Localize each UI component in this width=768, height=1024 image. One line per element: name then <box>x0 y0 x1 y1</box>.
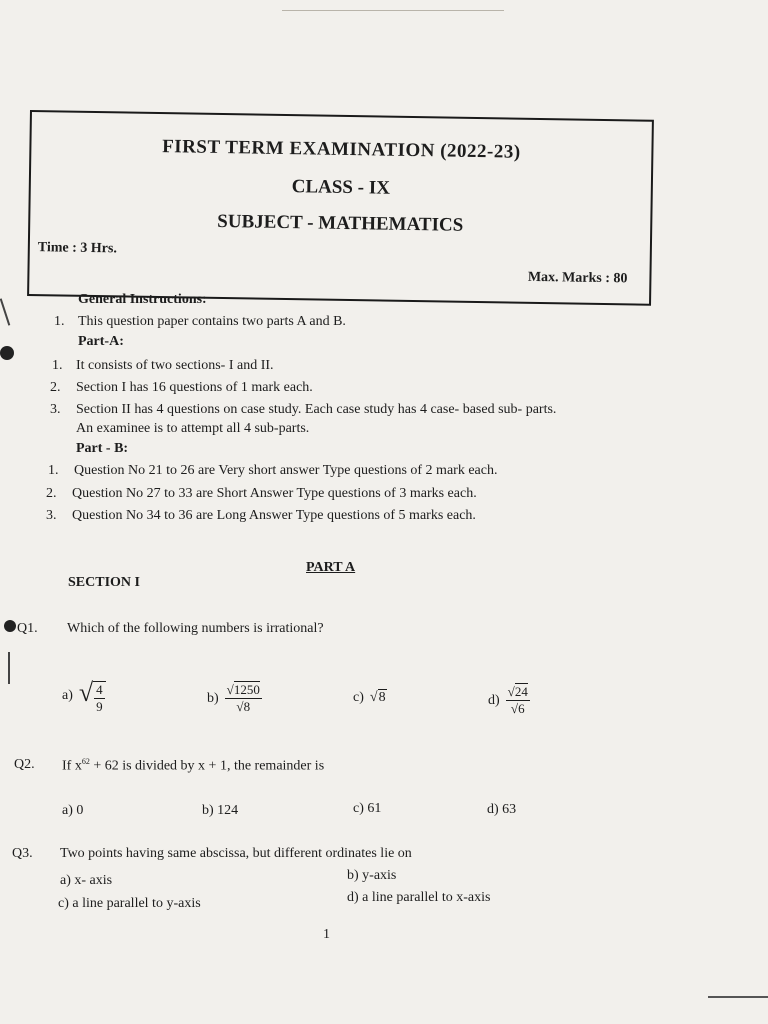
fraction <box>506 684 530 717</box>
sqrt <box>370 690 387 706</box>
radical-sign: √ <box>510 701 519 716</box>
bottom-rule <box>708 996 768 998</box>
instruction-item: Section II has 4 questions on case study. Each case study has 4 case- based sub- parts. <box>76 402 557 417</box>
radical-sign: √ <box>78 678 94 707</box>
instruction-item: Section I has 16 questions of 1 mark each. <box>76 380 313 395</box>
section-label: SECTION I <box>68 575 140 590</box>
q2-option-a: a) 0 <box>62 803 84 818</box>
left-edge-mark-2 <box>8 652 10 684</box>
time-allowed: Time : 3 Hrs. <box>37 240 118 257</box>
option-label: d) <box>488 692 500 708</box>
max-marks: Max. Marks : 80 <box>527 269 628 287</box>
header-box <box>27 110 654 306</box>
class-line: CLASS - IX <box>291 176 391 199</box>
q3-option-b: b) y-axis <box>347 868 397 883</box>
numerator: 1250 <box>233 682 260 697</box>
text-post: + 62 is divided by x + 1, the remainder is <box>89 758 325 774</box>
radicand: 8 <box>378 690 386 705</box>
question-number: Q2. <box>14 757 35 772</box>
option-label: b) <box>207 690 219 706</box>
list-number: 2. <box>46 486 57 501</box>
subject-line: SUBJECT - MATHEMATICS <box>217 210 464 236</box>
list-number: 1. <box>52 358 63 373</box>
question-text <box>62 757 324 775</box>
instruction-item: This question paper contains two parts A and B. <box>78 314 346 329</box>
instruction-item: Question No 34 to 36 are Long Answer Type questions of 5 marks each. <box>72 508 476 523</box>
numerator: 24 <box>514 684 528 699</box>
binder-hole-q1 <box>4 620 16 632</box>
top-rule <box>282 10 504 11</box>
q3-option-d: d) a line parallel to x-axis <box>347 890 491 905</box>
option-label: a) <box>62 688 73 704</box>
fraction <box>225 682 262 715</box>
q3-option-a: a) x- axis <box>60 873 113 888</box>
part-b-heading: Part - B: <box>76 441 129 456</box>
instruction-item: Question No 27 to 33 are Short Answer Type questions of 3 marks each. <box>72 486 477 501</box>
page-number: 1 <box>323 927 330 942</box>
denominator: 9 <box>96 698 103 714</box>
fraction <box>93 681 106 715</box>
left-edge-mark <box>0 298 10 325</box>
sqrt-fraction <box>79 678 106 715</box>
list-number: 3. <box>50 402 61 417</box>
question-text: Which of the following numbers is irrational? <box>67 621 324 636</box>
question-text: Two points having same abscissa, but different ordinates lie on <box>60 846 412 861</box>
instruction-continuation: An examinee is to attempt all 4 sub-parts. <box>76 421 310 436</box>
q1-option-c <box>353 690 387 706</box>
q2-option-c: c) 61 <box>353 801 382 816</box>
part-label: PART A <box>306 560 356 575</box>
exponent: 62 <box>81 757 90 766</box>
q1-option-a <box>62 678 106 715</box>
instruction-item: Question No 21 to 26 are Very short answer Type questions of 2 mark each. <box>74 463 498 478</box>
numerator: 4 <box>96 681 103 697</box>
list-number: 3. <box>46 508 57 523</box>
q2-option-b: b) 124 <box>202 803 239 818</box>
list-number: 1. <box>48 463 59 478</box>
list-number: 2. <box>50 380 61 395</box>
radical-sign: √ <box>369 690 378 705</box>
instructions-heading: General Instructions: <box>78 292 207 307</box>
q1-option-b <box>207 682 262 715</box>
denominator: 6 <box>518 701 525 716</box>
option-label: c) <box>353 690 364 705</box>
q1-option-d <box>488 684 530 717</box>
radical-sign: √ <box>226 682 234 697</box>
radical-sign: √ <box>507 684 515 699</box>
denominator: 8 <box>243 699 251 714</box>
q3-option-c: c) a line parallel to y-axis <box>58 896 201 911</box>
radical-sign: √ <box>236 699 244 714</box>
exam-title: FIRST TERM EXAMINATION (2022-23) <box>161 136 521 163</box>
instruction-item: It consists of two sections- I and II. <box>76 358 274 373</box>
q2-option-d: d) 63 <box>487 802 517 817</box>
binder-hole-top <box>0 346 14 360</box>
list-number: 1. <box>54 314 65 329</box>
text-pre: If x <box>62 758 82 774</box>
question-number: Q3. <box>12 846 33 861</box>
question-number: Q1. <box>17 621 38 636</box>
part-a-heading: Part-A: <box>78 334 124 349</box>
